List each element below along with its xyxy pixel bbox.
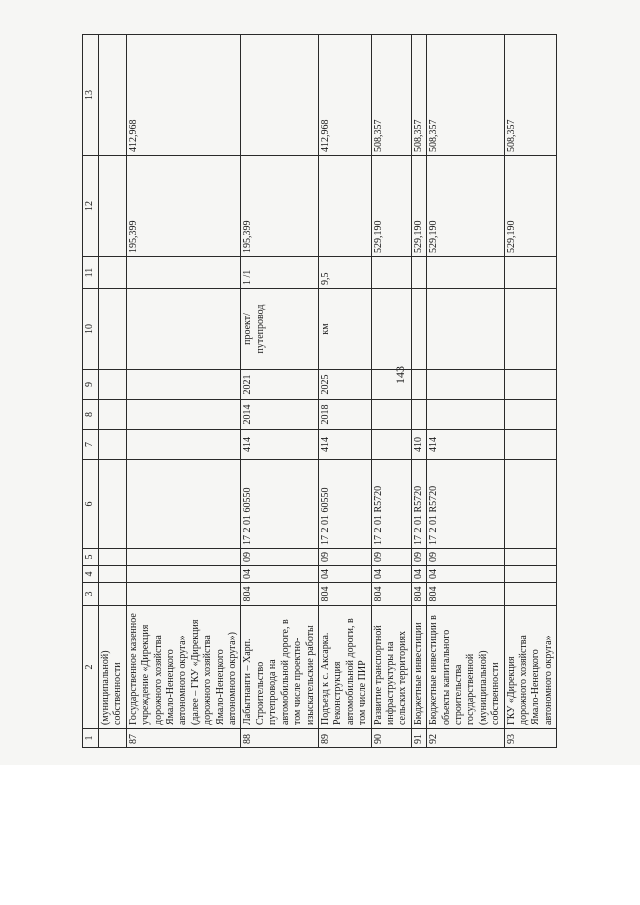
table-row xyxy=(504,35,557,748)
row-number: 87 xyxy=(126,729,241,748)
start-year xyxy=(504,400,557,430)
subsection-code: 09 xyxy=(241,549,318,566)
header-cell: 8 xyxy=(83,400,99,430)
table-row xyxy=(99,35,127,748)
table-body xyxy=(83,35,557,748)
amount-year-1: 529,190 xyxy=(504,156,557,257)
ministry-code xyxy=(504,583,557,606)
target-article-code: 17 2 01 R5720 xyxy=(427,460,504,549)
expense-type-code: 414 xyxy=(318,430,371,460)
capacity-value: 1 /1 xyxy=(241,257,318,289)
item-name: Государственное казенное учреждение «Дирекция дорожного хозяйства Ямало-Ненецкого автономного округа» (далее – ГКУ «Дирекция дорожного хозяйства Ямало-Ненецкого автономного округа») xyxy=(126,606,241,729)
capacity-value: 9,5 xyxy=(318,257,371,289)
item-name: Подъезд к с. Аксарка. Реконструкция автомобильной дороги, в том числе ПИР xyxy=(318,606,371,729)
amount-year-1 xyxy=(318,156,371,257)
row-number: 93 xyxy=(504,729,557,748)
row-number: 88 xyxy=(241,729,318,748)
expense-type-code xyxy=(504,430,557,460)
header-cell: 10 xyxy=(83,289,99,370)
section-code: 04 xyxy=(411,566,426,583)
ministry-code xyxy=(99,583,127,606)
start-year xyxy=(411,400,426,430)
capacity-unit xyxy=(126,289,241,370)
amount-year-2 xyxy=(99,35,127,156)
capacity-unit xyxy=(411,289,426,370)
end-year: 2021 xyxy=(241,370,318,400)
row-number xyxy=(99,729,127,748)
page-number: 143 xyxy=(393,366,407,384)
row-number: 92 xyxy=(427,729,504,748)
subsection-code xyxy=(99,549,127,566)
end-year: 2025 xyxy=(318,370,371,400)
expense-type-code xyxy=(126,430,241,460)
amount-year-2: 508,357 xyxy=(427,35,504,156)
amount-year-2: 412,968 xyxy=(318,35,371,156)
capacity-unit xyxy=(427,289,504,370)
budget-table-rotated xyxy=(82,35,617,748)
expense-type-code xyxy=(99,430,127,460)
expense-type-code: 410 xyxy=(411,430,426,460)
subsection-code: 09 xyxy=(427,549,504,566)
table-row xyxy=(318,35,371,748)
end-year xyxy=(126,370,241,400)
item-name: Бюджетные инвестиции в объекты капитального строительства государственной (муниципальной) собственности xyxy=(427,606,504,729)
row-number: 91 xyxy=(411,729,426,748)
section-code xyxy=(126,566,241,583)
header-row xyxy=(83,35,99,748)
target-article-code: 17 2 01 R5720 xyxy=(371,460,411,549)
header-cell: 6 xyxy=(83,460,99,549)
end-year xyxy=(371,370,411,400)
item-name: (муниципальной) собственности xyxy=(99,606,127,729)
ministry-code xyxy=(126,583,241,606)
capacity-unit: проект/ путепровод xyxy=(241,289,318,370)
header-cell: 7 xyxy=(83,430,99,460)
ministry-code: 804 xyxy=(318,583,371,606)
capacity-value xyxy=(411,257,426,289)
target-article-code: 17 2 01 60550 xyxy=(241,460,318,549)
target-article-code xyxy=(504,460,557,549)
capacity-unit xyxy=(99,289,127,370)
amount-year-2: 412,968 xyxy=(126,35,241,156)
start-year xyxy=(371,400,411,430)
target-article-code: 17 2 01 60550 xyxy=(318,460,371,549)
header-cell: 1 xyxy=(83,729,99,748)
item-name: Лабытнанги – Харп. Строительство путепровода на автомобильной дороге, в том числе проектно-изыскательские работы xyxy=(241,606,318,729)
item-name: Развитие транспортной инфраструктуры на сельских территориях xyxy=(371,606,411,729)
header-cell: 11 xyxy=(83,257,99,289)
subsection-code xyxy=(126,549,241,566)
capacity-unit xyxy=(371,289,411,370)
item-name: Бюджетные инвестиции xyxy=(411,606,426,729)
table-row xyxy=(411,35,426,748)
expense-type-code xyxy=(371,430,411,460)
section-code xyxy=(99,566,127,583)
table-row xyxy=(241,35,318,748)
amount-year-2: 508,357 xyxy=(371,35,411,156)
end-year xyxy=(504,370,557,400)
row-number: 90 xyxy=(371,729,411,748)
subsection-code: 09 xyxy=(318,549,371,566)
subsection-code xyxy=(504,549,557,566)
header-cell: 5 xyxy=(83,549,99,566)
target-article-code: 17 2 01 R5720 xyxy=(411,460,426,549)
ministry-code: 804 xyxy=(371,583,411,606)
start-year xyxy=(126,400,241,430)
target-article-code xyxy=(126,460,241,549)
subsection-code: 09 xyxy=(371,549,411,566)
capacity-value xyxy=(99,257,127,289)
ministry-code: 804 xyxy=(411,583,426,606)
amount-year-1: 195,399 xyxy=(241,156,318,257)
amount-year-1 xyxy=(99,156,127,257)
amount-year-2 xyxy=(241,35,318,156)
item-name: ГКУ «Дирекция дорожного хозяйства Ямало-Ненецкого автономного округа» xyxy=(504,606,557,729)
end-year xyxy=(427,370,504,400)
header-cell: 12 xyxy=(83,156,99,257)
table-row xyxy=(371,35,411,748)
start-year xyxy=(427,400,504,430)
amount-year-1: 529,190 xyxy=(427,156,504,257)
capacity-unit xyxy=(504,289,557,370)
table-row xyxy=(126,35,241,748)
header-cell: 13 xyxy=(83,35,99,156)
amount-year-1: 529,190 xyxy=(411,156,426,257)
section-code: 04 xyxy=(427,566,504,583)
capacity-value xyxy=(427,257,504,289)
amount-year-2: 508,357 xyxy=(411,35,426,156)
capacity-unit: км xyxy=(318,289,371,370)
amount-year-2: 508,357 xyxy=(504,35,557,156)
expense-type-code: 414 xyxy=(427,430,504,460)
amount-year-1: 195,399 xyxy=(126,156,241,257)
table-row xyxy=(427,35,504,748)
amount-year-1: 529,190 xyxy=(371,156,411,257)
end-year xyxy=(411,370,426,400)
end-year xyxy=(99,370,127,400)
section-code: 04 xyxy=(241,566,318,583)
start-year: 2014 xyxy=(241,400,318,430)
budget-table xyxy=(82,34,557,748)
capacity-value xyxy=(371,257,411,289)
header-cell: 4 xyxy=(83,566,99,583)
ministry-code: 804 xyxy=(241,583,318,606)
ministry-code: 804 xyxy=(427,583,504,606)
capacity-value xyxy=(504,257,557,289)
section-code: 04 xyxy=(318,566,371,583)
start-year: 2018 xyxy=(318,400,371,430)
section-code xyxy=(504,566,557,583)
row-number: 89 xyxy=(318,729,371,748)
target-article-code xyxy=(99,460,127,549)
start-year xyxy=(99,400,127,430)
expense-type-code: 414 xyxy=(241,430,318,460)
header-cell: 2 xyxy=(83,606,99,729)
section-code: 04 xyxy=(371,566,411,583)
header-cell: 3 xyxy=(83,583,99,606)
subsection-code: 09 xyxy=(411,549,426,566)
capacity-value xyxy=(126,257,241,289)
header-cell: 9 xyxy=(83,370,99,400)
